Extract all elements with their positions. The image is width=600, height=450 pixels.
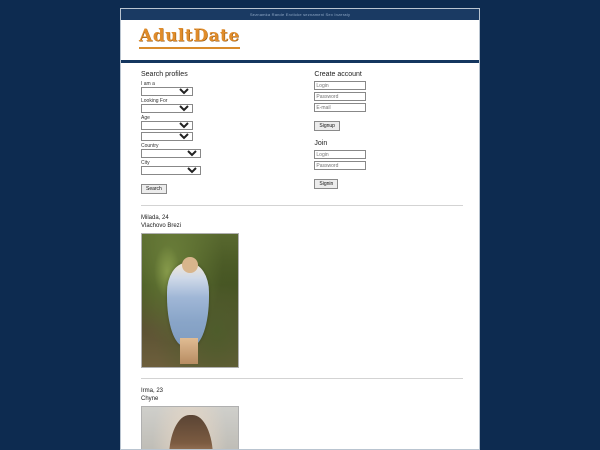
search-panel: [141, 71, 314, 195]
label-age: Age: [141, 115, 150, 121]
signup-login-input[interactable]: [314, 81, 366, 90]
signup-button[interactable]: Signup: [314, 121, 340, 131]
looking-for-select[interactable]: [141, 104, 193, 113]
site-logo[interactable]: AdultDate: [139, 26, 240, 49]
signin-button[interactable]: Signin: [314, 179, 338, 189]
section-divider: [141, 378, 463, 379]
signup-email-input[interactable]: [314, 103, 366, 112]
search-button[interactable]: Search: [141, 184, 167, 194]
photo-detail: [182, 257, 197, 273]
signup-password-input[interactable]: [314, 92, 366, 101]
search-panel-title: Search profiles: [141, 71, 188, 78]
signin-login-input[interactable]: [314, 150, 366, 159]
profile-name: Irma, 23: [141, 388, 164, 394]
profile-listing[interactable]: [141, 214, 463, 368]
age-from-select[interactable]: [141, 121, 193, 130]
main-content: [121, 63, 479, 450]
label-country: Country: [141, 143, 159, 149]
create-account-title: Create account: [314, 71, 362, 78]
label-looking-for: Looking For: [141, 98, 168, 104]
profile-location: Vlachovo Brezi: [141, 223, 182, 229]
top-columns: [141, 71, 463, 195]
section-divider: [141, 205, 463, 206]
site-header: [121, 20, 479, 63]
browser-window: [120, 8, 480, 450]
signin-password-input[interactable]: [314, 161, 366, 170]
age-to-select[interactable]: [141, 132, 193, 141]
site-body: [121, 20, 479, 450]
city-select[interactable]: [141, 166, 201, 175]
country-select[interactable]: [141, 149, 201, 158]
label-i-am-a: I am a: [141, 81, 155, 87]
page-top-banner: Seznamka Rande Eroticke seznameni Sex Inzeraty: [121, 9, 479, 20]
profile-location: Chyne: [141, 396, 159, 402]
account-panel: [314, 71, 463, 195]
profile-name: Milada, 24: [141, 215, 169, 221]
gender-select[interactable]: [141, 87, 193, 96]
profile-listing[interactable]: [141, 387, 463, 450]
join-title: Join: [314, 140, 328, 147]
profile-photo[interactable]: [141, 233, 239, 368]
profile-photo[interactable]: [141, 406, 239, 450]
photo-detail: [180, 338, 197, 365]
label-city: City: [141, 160, 150, 166]
